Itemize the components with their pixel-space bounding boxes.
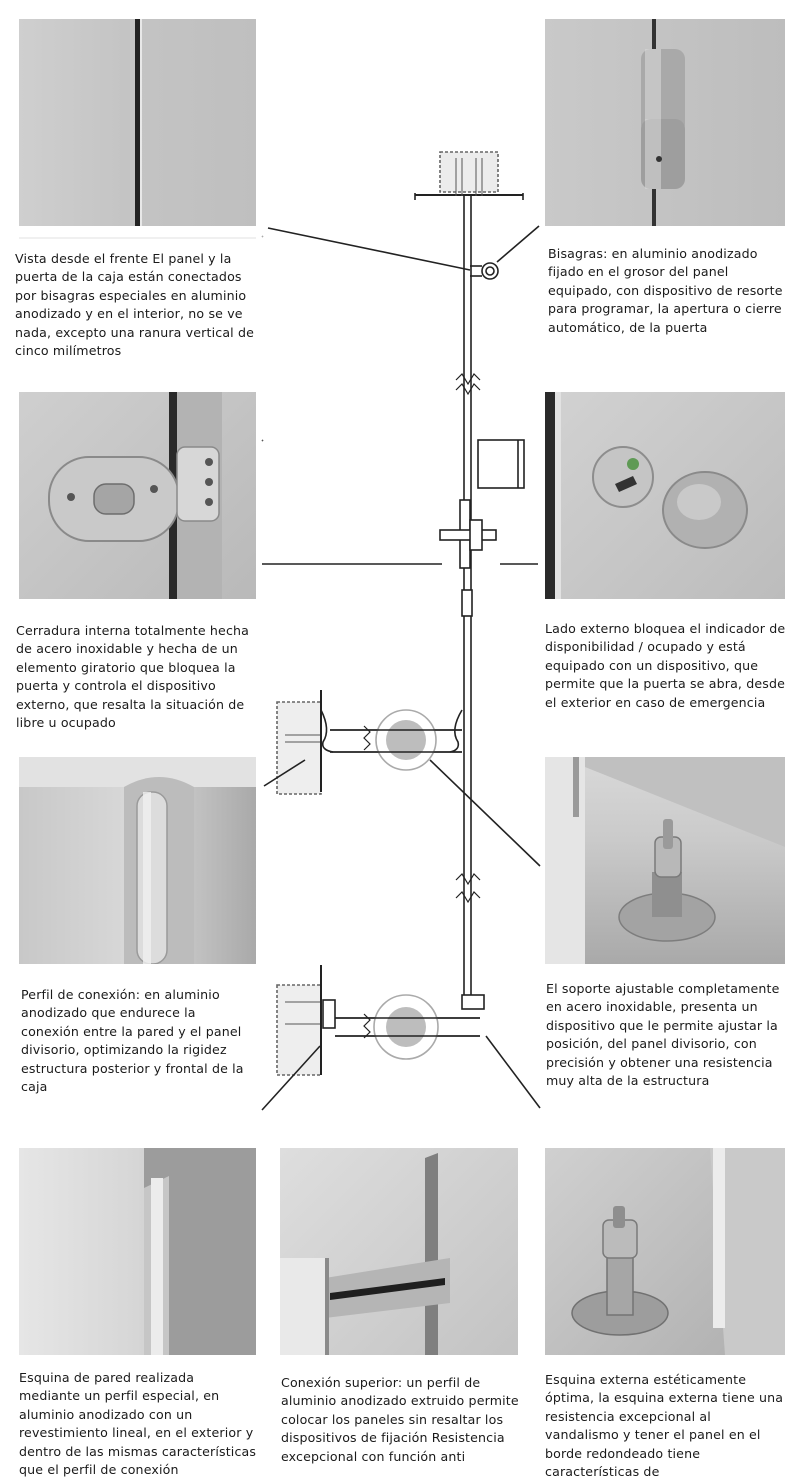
photo-adjustable-support — [545, 757, 785, 964]
caption-wall-corner: Esquina de pared realizada mediante un perfil especial, en aluminio anodizado con un revestimiento lineal, en el exterior y dentro de las mismas características que el perfil de conexión — [19, 1370, 257, 1478]
photo-wall-corner — [19, 1148, 256, 1355]
caption-front-view: Vista desde el frente El panel y la puerta de la caja están conectados por bisagras especiales en aluminio anodizado y en el interior, no se ve nada, excepto una ranura vertical de cinco milímetros — [15, 251, 255, 359]
photo-connection-profile — [19, 757, 256, 964]
photo-front-view — [19, 19, 256, 226]
caption-hinges: Bisagras: en aluminio anodizado fijado en el grosor del panel equipado, con dispositivo de resorte para programar, la apertura o cierre automático, de la puerta — [548, 246, 783, 335]
occupancy-indicator-icon — [627, 458, 639, 470]
caption-top-connection: Conexión superior: un perfil de aluminio anodizado extruido permite colocar los paneles sin resaltar los dispositivos de fijación Resistencia excepcional con función anti — [281, 1375, 519, 1464]
photo-internal-lock — [19, 392, 256, 599]
caption-connection-profile: Perfil de conexión: en aluminio anodizado que endurece la conexión entre la pared y el panel divisorio, optimizando la rigidez estructura posterior y frontal de la caja — [21, 987, 244, 1095]
photo-external-corner — [545, 1148, 785, 1355]
caption-external-corner: Esquina externa estéticamente óptima, la esquina externa tiene una resistencia excepcional al vandalismo y tener el panel en el borde redondeado tiene características de — [545, 1372, 784, 1480]
photo-external-lock — [545, 392, 785, 599]
caption-external-side: Lado externo bloquea el indicador de disponibilidad / ocupado y está equipado con un dispositivo, que permite que la puerta se abra, desde el exterior en caso de emergencia — [545, 621, 786, 710]
photo-hinge — [545, 19, 785, 226]
photo-top-connection — [280, 1148, 518, 1355]
caption-internal-lock: Cerradura interna totalmente hecha de acero inoxidable y hecha de un elemento giratorio que bloquea la puerta y controla el dispositivo externo, que resalta la situación de libre u ocupado — [16, 623, 250, 731]
caption-adjustable-support: El soporte ajustable completamente en acero inoxidable, presenta un dispositivo que le permite ajustar la posición, del panel divisorio, con precisión y obtener una resistencia muy alta de la estructura — [546, 981, 780, 1089]
